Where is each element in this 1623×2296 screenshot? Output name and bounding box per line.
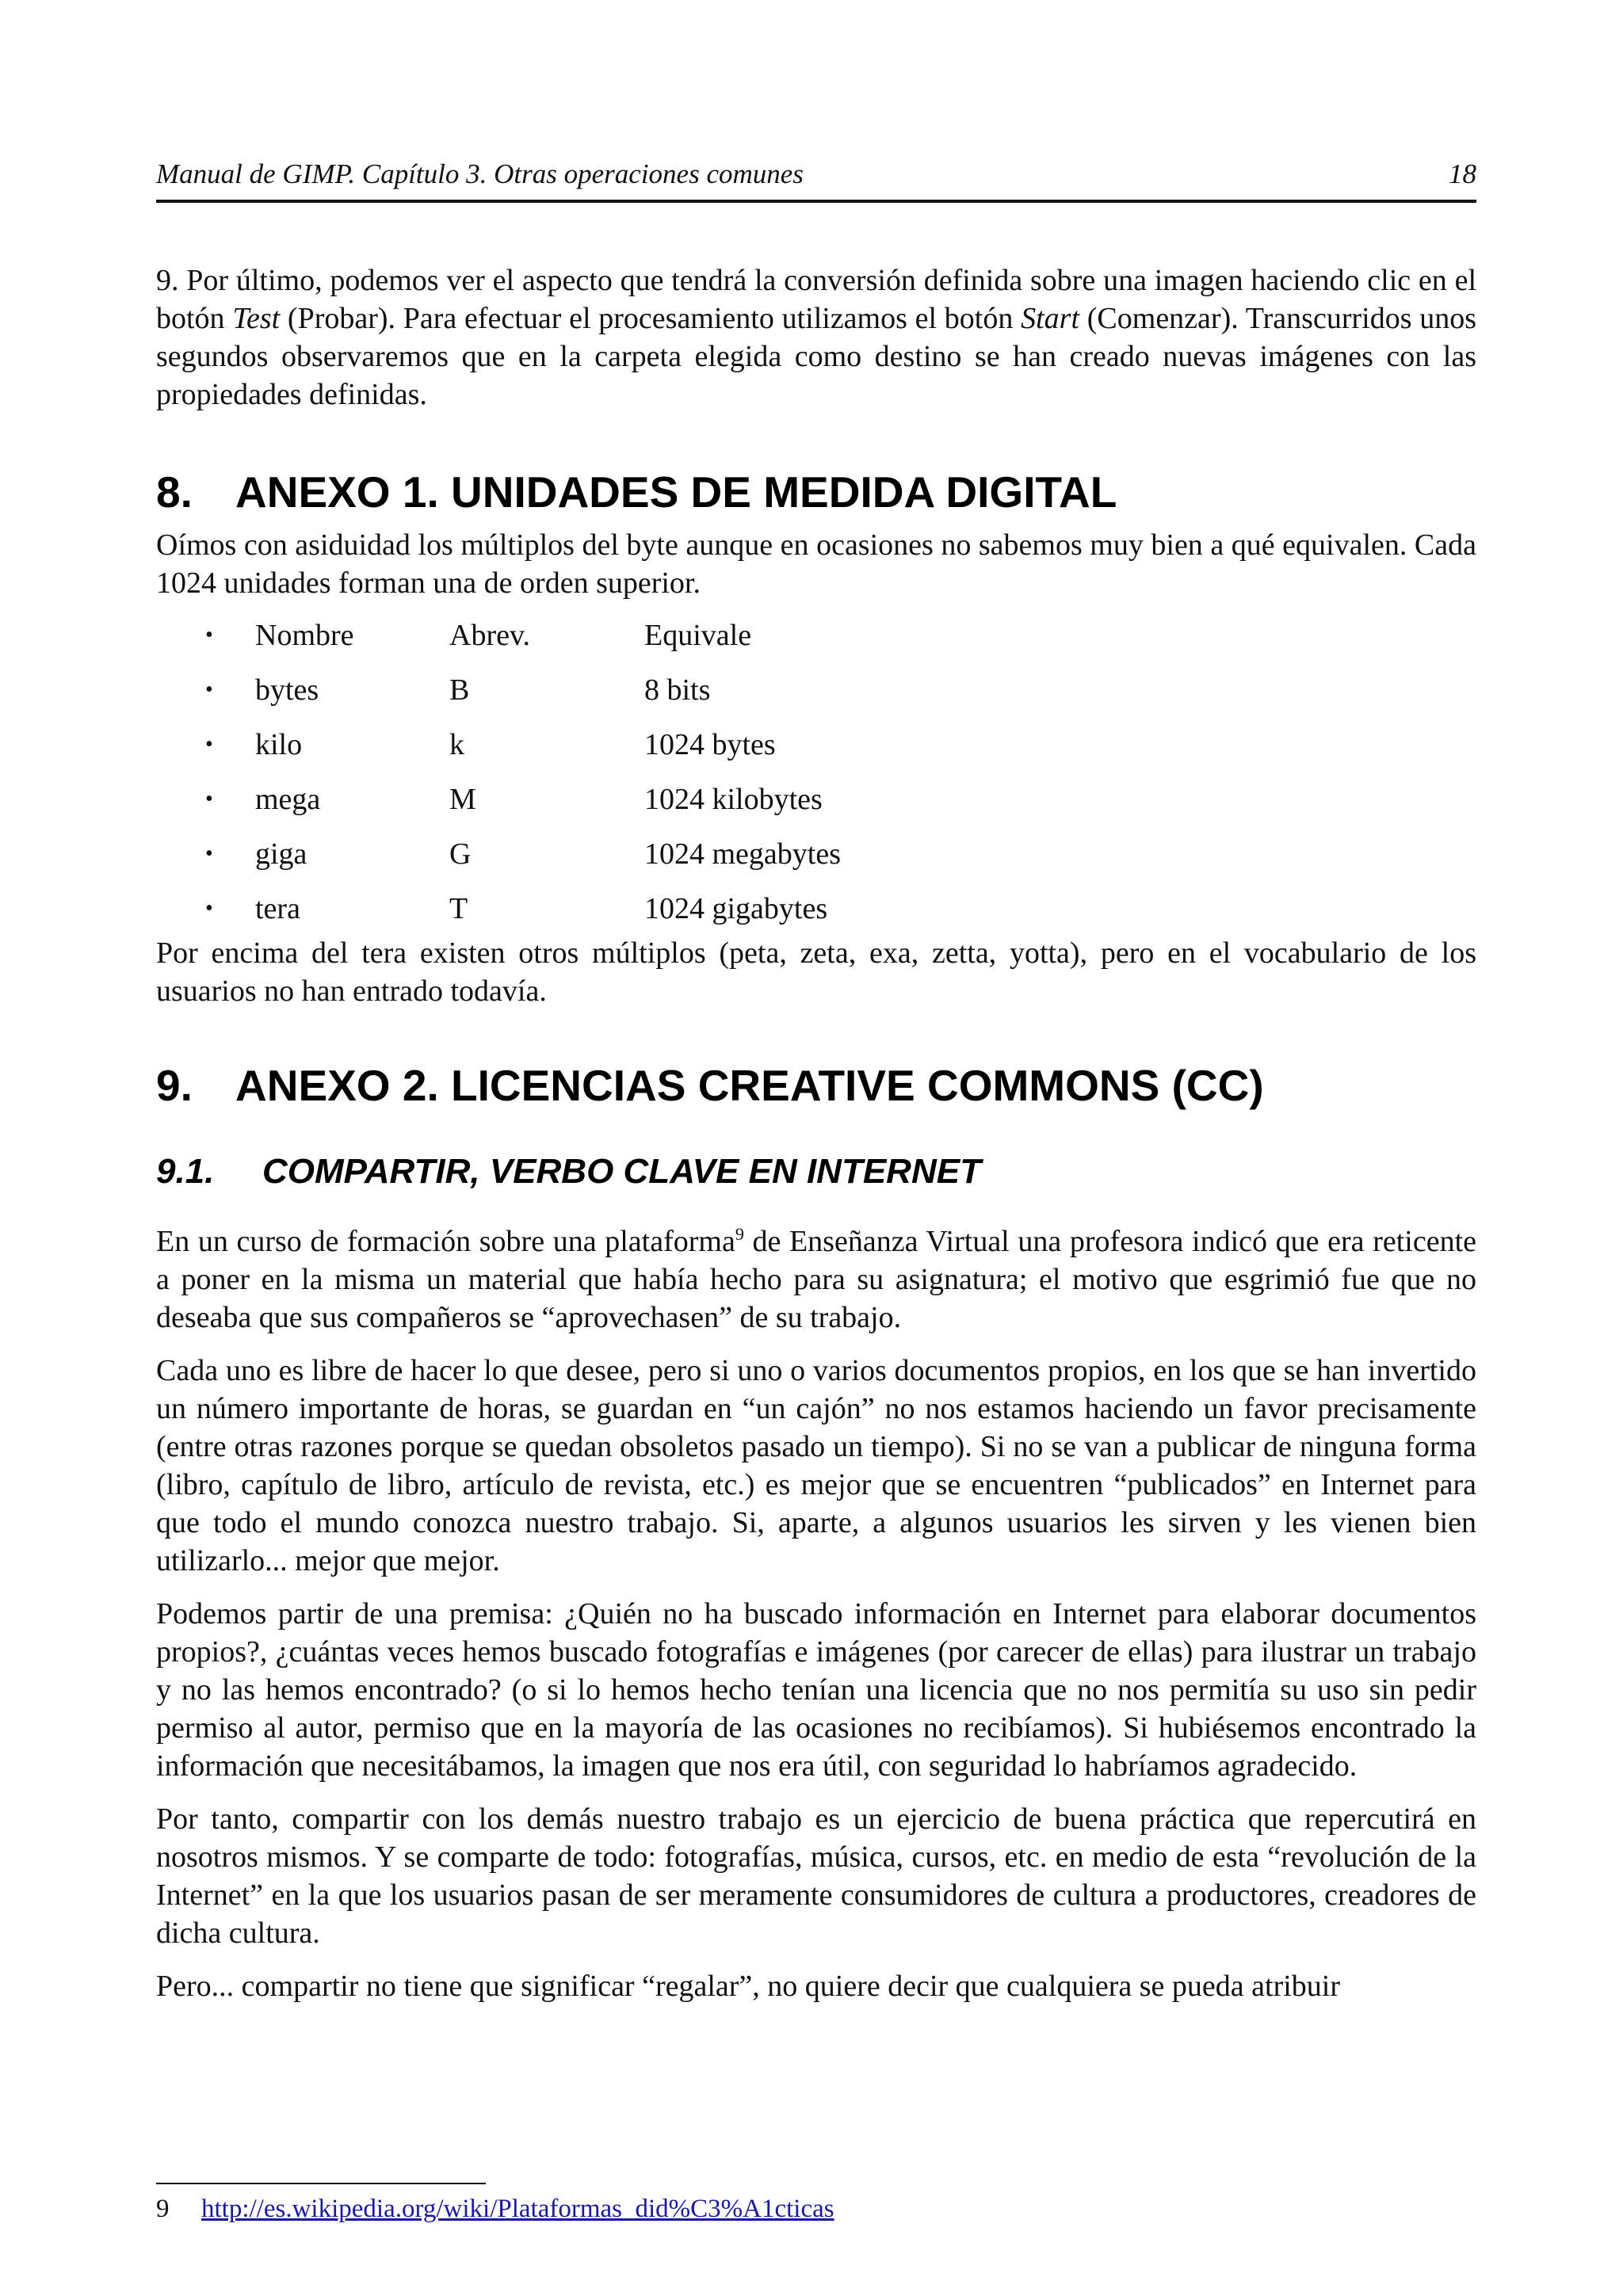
- unit-abbr: M: [449, 783, 476, 816]
- bullet-icon: •: [205, 623, 213, 647]
- section-8-number: 8.: [156, 467, 193, 517]
- unit-abbr: B: [449, 673, 470, 707]
- section-8-heading: [156, 466, 1476, 518]
- unit-equivalent: 8 bits: [644, 673, 711, 707]
- unit-equivalent: Equivale: [644, 619, 752, 652]
- paragraph-9-1-b: Cada uno es libre de hacer lo que desee, pero si uno o varios documentos propios, en los que se han invertido un número importante de horas, se guardan en “un cajón” no nos estamos haciendo un favor precisamente (entre otras razones porque se quedan obsoletos pasado un tiempo). Si no se van a publicar de ninguna forma (libro, capítulo de libro, artículo de revista, etc.) es mejor que se encuentren “publicados” en Internet para que todo el mundo conozca nuestro trabajo. Si, aparte, a algunos usuarios les sirven y les vienen bien utilizarlo... mejor que mejor.: [156, 1354, 1476, 1577]
- p1-text-a: En un curso de formación sobre una plataforma: [156, 1225, 735, 1258]
- page-content: [156, 261, 1476, 2005]
- unit-name: giga: [255, 837, 307, 871]
- paragraph-9-1-a: [156, 1222, 1476, 1337]
- unit-equivalent: 1024 kilobytes: [644, 783, 823, 816]
- page-header: [156, 152, 1476, 203]
- footnote-link[interactable]: http://es.wikipedia.org/wiki/Plataformas_did%C3%A1cticas: [201, 2195, 834, 2223]
- unit-row: [156, 890, 1476, 944]
- p1-text-b: de Enseñanza Virtual una profesora indicó que era reticente a poner en la misma un material que había hecho para su asignatura; el motivo que esgrimió fue que no deseaba que sus compañeros se “aprovechasen” de su trabajo.: [156, 1225, 1476, 1334]
- paragraph-9-1-e: Pero... compartir no tiene que significar “regalar”, no quiere decir que cualquiera se pueda atribuir: [156, 1970, 1341, 2003]
- footnote-separator: [156, 2183, 486, 2184]
- section-9-title: ANEXO 2. LICENCIAS CREATIVE COMMONS (CC): [235, 1061, 1264, 1110]
- unit-row: [156, 616, 1476, 671]
- section-9-heading: [156, 1059, 1476, 1112]
- unit-row: [156, 671, 1476, 726]
- section-9-number: 9.: [156, 1061, 193, 1110]
- section-9-1-number: 9.1.: [156, 1152, 215, 1191]
- header-title: Manual de GIMP. Capítulo 3. Otras operaciones comunes: [156, 158, 804, 189]
- start-button-ref: Start: [1021, 302, 1080, 335]
- bullet-icon: •: [205, 787, 213, 811]
- footnote-ref[interactable]: 9: [735, 1224, 744, 1244]
- section-8-title: ANEXO 1. UNIDADES DE MEDIDA DIGITAL: [235, 467, 1117, 517]
- intro-text-c: (Comenzar). Transcurridos unos segundos observaremos que en la carpeta elegida como destino se han creado nuevas imágenes con las propiedades definidas.: [156, 302, 1477, 411]
- unit-row: [156, 835, 1476, 890]
- bullet-icon: •: [205, 841, 213, 866]
- page-number: 18: [1449, 158, 1476, 189]
- unit-abbr: k: [449, 728, 464, 761]
- unit-abbr: Abrev.: [449, 619, 530, 652]
- unit-equivalent: 1024 bytes: [644, 728, 776, 761]
- unit-row: [156, 726, 1476, 780]
- paragraph-9-1-c: Podemos partir de una premisa: ¿Quién no ha buscado información en Internet para elaborar documentos propios?, ¿cuántas veces hemos buscado fotografías e imágenes (por carecer de ellas) para ilustrar un trabajo y no las hemos encontrado? (o si lo hemos hecho tenían una licencia que no nos permitía su uso sin pedir permiso al autor, permiso que en la mayoría de las ocasiones no recibíamos). Si hubiésemos encontrado la información que necesitábamos, la imagen que nos era útil, con seguridad lo habríamos agradecido.: [156, 1597, 1476, 1783]
- unit-name: Nombre: [255, 619, 354, 652]
- unit-equivalent: 1024 gigabytes: [644, 892, 828, 925]
- section-9-1-title: COMPARTIR, VERBO CLAVE EN INTERNET: [262, 1152, 981, 1191]
- units-list: [156, 616, 1476, 944]
- unit-name: tera: [255, 892, 300, 925]
- unit-abbr: G: [449, 837, 472, 871]
- unit-name: kilo: [255, 728, 303, 761]
- unit-name: bytes: [255, 673, 319, 707]
- test-button-ref: Test: [232, 302, 281, 335]
- unit-name: mega: [255, 783, 321, 816]
- intro-text-b: (Probar). Para efectuar el procesamiento utilizamos el botón: [280, 302, 1022, 335]
- unit-abbr: T: [449, 892, 468, 925]
- bullet-icon: •: [205, 677, 213, 702]
- footnote: [156, 2193, 834, 2225]
- paragraph-9-1-d: Por tanto, compartir con los demás nuestro trabajo es un ejercicio de buena práctica que repercutirá en nosotros mismos. Y se comparte de todo: fotografías, música, cursos, etc. en medio de esta “revolución de la Internet” en la que los usuarios pasan de ser meramente consumidores de cultura a productores, creadores de dicha cultura.: [156, 1802, 1476, 1950]
- section-8-intro: Oímos con asiduidad los múltiplos del byte aunque en ocasiones no sabemos muy bien a qué equivalen. Cada 1024 unidades forman una de orden superior.: [156, 528, 1476, 600]
- paragraph-intro: [156, 261, 1476, 414]
- section-8-outro: Por encima del tera existen otros múltiplos (peta, zeta, exa, zetta, yotta), pero en el vocabulario de los usuarios no han entrado todavía.: [156, 936, 1476, 1008]
- bullet-icon: •: [205, 732, 213, 757]
- section-9-1-heading: [156, 1150, 1476, 1194]
- unit-equivalent: 1024 megabytes: [644, 837, 842, 871]
- unit-row: [156, 780, 1476, 835]
- footnote-number: 9: [156, 2195, 170, 2223]
- bullet-icon: •: [205, 896, 213, 921]
- intro-text-a: 9. Por último, podemos ver el aspecto que tendrá la conversión definida sobre una imagen haciendo clic en el botón: [156, 264, 1476, 335]
